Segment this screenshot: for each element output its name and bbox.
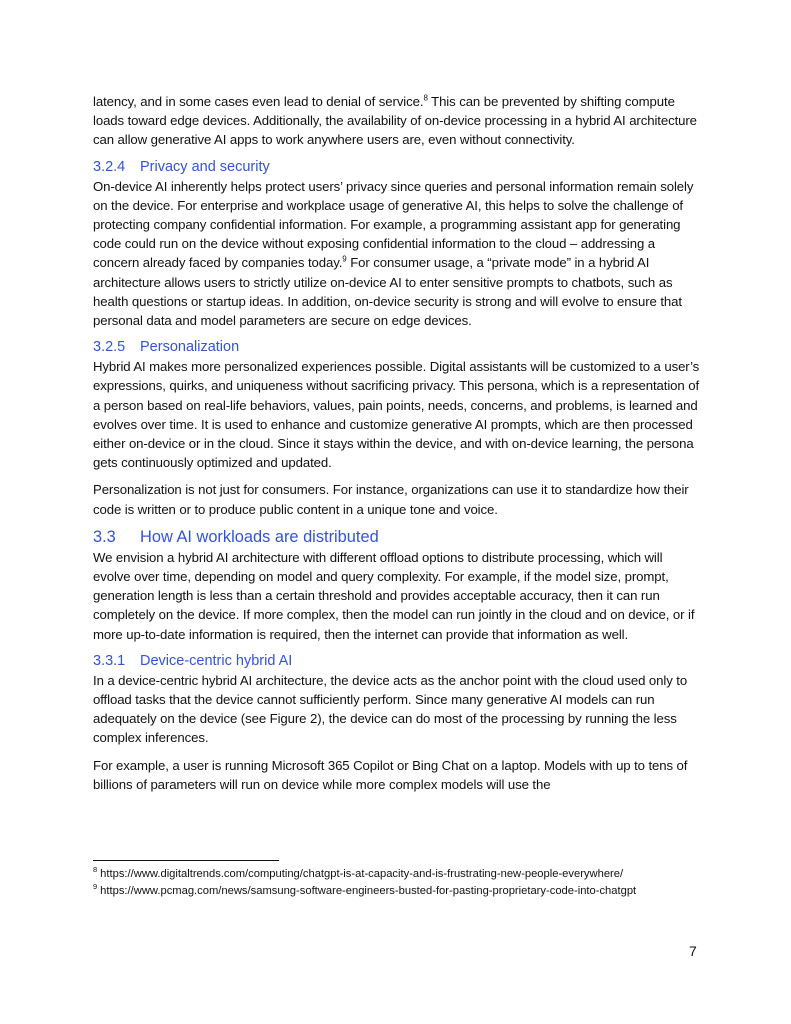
section-heading-device-centric bbox=[93, 652, 703, 670]
personalization-paragraph-2: Personalization is not just for consumers. For instance, organizations can use it to standardize how their code is written or to produce public content in a unique tone and voice. bbox=[93, 482, 689, 517]
footnote-9 bbox=[93, 881, 703, 900]
section-title: Personalization bbox=[140, 339, 240, 356]
section-heading-privacy bbox=[93, 158, 703, 176]
section-title: Privacy and security bbox=[140, 158, 270, 175]
footnote-mark: 9 bbox=[93, 881, 98, 891]
section-number: 3.3.1 bbox=[93, 652, 126, 669]
privacy-paragraph bbox=[93, 177, 703, 331]
privacy-text-end: For consumer usage, a “private mode” in a hybrid AI architecture allows users to strictly utilize on-device AI to enter sensitive prompts to chatbots, such as health questions or startup ideas. In addition, on-device security is strong and will evolve to ensure that personal data and model parameters are secure on edge devices. bbox=[93, 255, 682, 329]
intro-text-end: This can be prevented by shifting compute loads toward edge devices. Additionally, the availability of on-device processing in a hybrid AI architecture can allow generative AI apps to work anywhere users are, even without connectivity. bbox=[93, 94, 697, 148]
footnote-link[interactable]: https://www.digitaltrends.com/computing/chatgpt-is-at-capacity-and-is-frustrating-new-people-everywhere/ bbox=[100, 868, 624, 880]
footnotes bbox=[93, 860, 703, 900]
footnote-8 bbox=[93, 867, 703, 883]
intro-text-start: latency, and in some cases even lead to denial of service. bbox=[93, 94, 424, 109]
footnote-ref-8[interactable]: 8 bbox=[423, 93, 428, 103]
footnote-mark: 8 bbox=[93, 865, 98, 875]
section-number: 3.2.4 bbox=[93, 158, 126, 175]
section-number: 3.3 bbox=[93, 527, 116, 546]
footnote-divider bbox=[93, 860, 279, 861]
device-centric-paragraph-2: For example, a user is running Microsoft 365 Copilot or Bing Chat on a laptop. Models with up to tens of billions of parameters will run on device while more complex models will use the bbox=[93, 757, 688, 792]
privacy-text-start: On-device AI inherently helps protect users’ privacy since queries and personal information remain solely on the device. For enterprise and workplace usage of generative AI, this helps to solve the challenge of protecting company confidential information. For example, a programming assistant app for generating code could run on the device without exposing confidential information to the cloud – addressing a concern already faced by companies today. bbox=[93, 178, 694, 271]
intro-paragraph bbox=[93, 92, 703, 150]
section-title: How AI workloads are distributed bbox=[140, 527, 379, 546]
device-centric-paragraph-1: In a device-centric hybrid AI architecture, the device acts as the anchor point with the cloud used only to offload tasks that the device cannot sufficiently perform. Since many generative AI models can run adequately on the device (see Figure 2), the device can do most of the processing by running the less complex inferences. bbox=[93, 672, 688, 746]
personalization-paragraph-1: Hybrid AI makes more personalized experiences possible. Digital assistants will be customized to a user’s expressions, quirks, and uniqueness without sacrificing privacy. This persona, which is a representation of a person based on real-life behaviors, values, pain points, needs, concerns, and problems, is learned and evolves over time. It is used to enhance and customize generative AI prompts, which are then processed either on-device or in the cloud. Since it stays within the device, and with on-device learning, the persona gets continuously optimized and updated. bbox=[93, 359, 700, 471]
section-heading-distributed bbox=[93, 527, 703, 547]
footnote-ref-9[interactable]: 9 bbox=[342, 255, 347, 265]
page-body bbox=[93, 92, 703, 802]
section-number: 3.2.5 bbox=[93, 339, 126, 356]
footnote-link[interactable]: https://www.pcmag.com/news/samsung-software-engineers-busted-for-pasting-proprietary-code-into-chatgpt bbox=[100, 884, 637, 897]
section-title: Device-centric hybrid AI bbox=[140, 652, 293, 669]
distributed-paragraph: We envision a hybrid AI architecture with different offload options to distribute processing, which will evolve over time, depending on model and query complexity. For example, if the model size, prompt, generation length is less than a certain threshold and provides acceptable accuracy, then it can run completely on the device. If more complex, then the model can run jointly in the cloud and on device, or if more up-to-date information is required, then the internet can provide that information as well. bbox=[93, 549, 695, 642]
page-number: 7 bbox=[689, 943, 697, 959]
section-heading-personalization bbox=[93, 338, 703, 356]
